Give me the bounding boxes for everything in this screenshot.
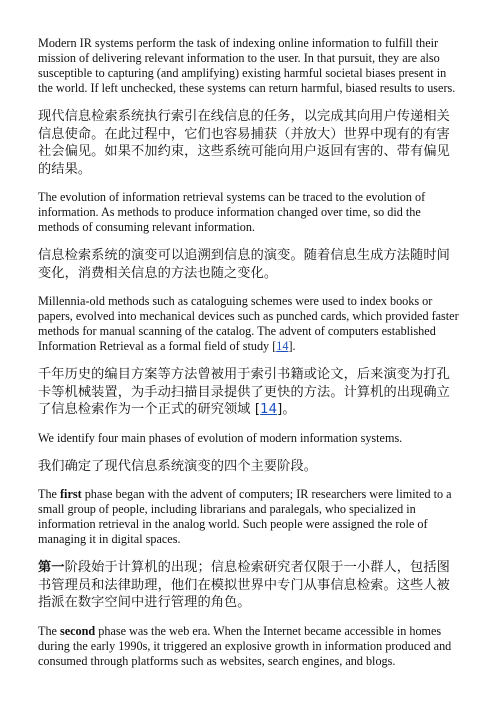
paragraph-ir-systems-zh <box>38 108 462 178</box>
paragraph-text: The evolution of information retrieval systems can be traced to the evolution of information. As methods to produce information changed over time, so did the methods of consuming relevant information. <box>38 190 426 234</box>
paragraph-first-phase-zh <box>38 559 462 612</box>
paragraph-text: 信息检索系统的演变可以追溯到信息的演变。随着信息生成方法随时间变化，消费相关信息的方法也随之变化。 <box>38 248 450 281</box>
paragraph-text: phase was the web era. When the Internet became accessible in homes during the early 1990s, it triggered an explosive growth in information produced and consumed through platforms such as websites, search engines, and blogs. <box>38 623 452 668</box>
paragraph-ir-systems-en <box>38 36 462 96</box>
citation-link[interactable]: 14 <box>276 339 289 353</box>
paragraph-text-before: The <box>38 487 60 501</box>
paragraph-four-phases-en <box>38 431 462 446</box>
paragraph-text: phase began with the advent of computers; IR researchers were limited to a small group of people, including librarians and paralegals, who specialized in information retrieval in the analog world. Such people were assigned the role of managing it in digital spaces. <box>38 487 452 546</box>
paragraph-evolution-zh <box>38 247 462 282</box>
citation-link[interactable]: 14 <box>260 402 278 417</box>
emphasis-first-zh: 第一 <box>38 560 65 575</box>
paragraph-text-after: ]. <box>288 339 296 353</box>
paragraph-millennia-zh <box>38 366 462 419</box>
paragraph-text: We identify four main phases of evolution of modern information systems. <box>38 430 403 445</box>
document-body <box>38 36 462 681</box>
paragraph-text-after: ]。 <box>277 402 296 417</box>
emphasis-first: first <box>60 487 82 501</box>
paragraph-four-phases-zh <box>38 458 462 476</box>
paragraph-text: 我们确定了现代信息系统演变的四个主要阶段。 <box>38 458 318 474</box>
paragraph-text: Millennia-old methods such as cataloguing schemes were used to index books or papers, evolved into mechanical devices such as punched cards, which provided faster methods for manual scanning of the catalog. The advent of computers established Information Retrieval as a formal field of study [ <box>38 294 459 353</box>
paragraph-first-phase-en <box>38 487 462 547</box>
paragraph-text: 现代信息检索系统执行索引在线信息的任务，以完成其向用户传递相关信息使命。在此过程中，它们也容易捕获（并放大）世界中现有的有害社会偏见。如果不加约束，这些系统可能向用户返回有害的、带有偏见的结果。 <box>38 109 450 177</box>
paragraph-text: 阶段始于计算机的出现；信息检索研究者仅限于一小群人，包括图书管理员和法律助理，他们在模拟世界中专门从事信息检索。这些人被指派在数字空间中进行管理的角色。 <box>38 560 450 610</box>
paragraph-text: Modern IR systems perform the task of indexing online information to fulfill their mission of delivering relevant information to the user. In that pursuit, they are also susceptible to capturing (and amplifying) existing harmful societal biases present in the world. If left unchecked, these systems can return harmful, biased results to users. <box>38 36 456 95</box>
paragraph-millennia-en <box>38 294 462 354</box>
paragraph-text-before: The <box>38 623 60 638</box>
paragraph-text: 千年历史的编目方案等方法曾被用于索引书籍或论文，后来演变为打孔卡等机械装置，为手动扫描目录提供了更快的方法。计算机的出现确立了信息检索作为一个正式的研究领域 [ <box>38 367 450 417</box>
paragraph-second-phase-en <box>38 624 462 669</box>
emphasis-second: second <box>60 623 96 638</box>
paragraph-evolution-en <box>38 190 462 235</box>
